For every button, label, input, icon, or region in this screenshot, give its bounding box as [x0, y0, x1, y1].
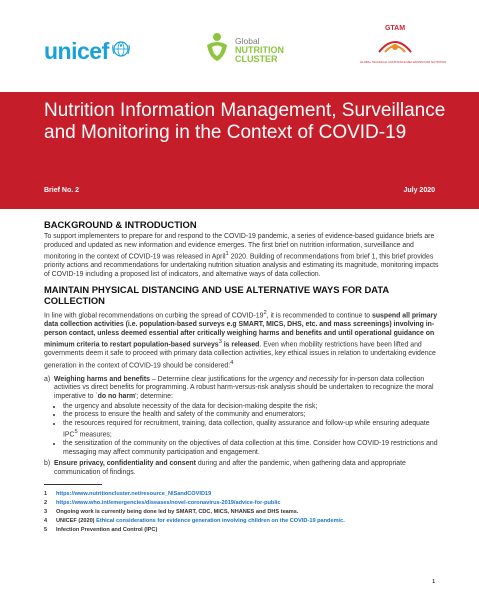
distancing-paragraph: In line with global recommendations on curbing the spread of COVID-$19^2$, it is recommended to continue to suspend all primary data collection activities (i.e. population-based surveys e.g SMART, MICS, DHS, etc. and mass screenings) involving in-person contact, unless deemed essential after critically weighing harms and benefits and until operational guidance on minimum criteria to restart population-based surveys$^3$ is released. Even when mobility restrictions have been lifted and governments deem it safe to proceed with primary data collection activities, key ethical issues in relation to undertaking evidence generation in the context of COVID-19 should be considered:$^4$ [44, 310, 438, 370]
bullet-list [54, 403, 444, 458]
gtam-logo [360, 25, 447, 64]
footnote-divider [44, 484, 102, 485]
footnote-link[interactable]: https://www.who.int/emergencies/diseases/novel-coronavirus-2019/advice-for-public [56, 499, 281, 506]
bullet-item: • the urgency and absolute necessity of the data for decision-making despite the risk; [63, 403, 444, 412]
gtam-wordmark: GTAM [384, 25, 406, 32]
brief-date: July 2020 [403, 187, 435, 194]
section-heading-background: BACKGROUND & INTRODUCTION [44, 219, 197, 230]
unicef-logo [44, 38, 131, 65]
brief-number: Brief No. 2 [44, 187, 80, 194]
unicef-wordmark: unicef [44, 38, 109, 64]
bullet-item: • the sensitization of the community on the objectives of data collection at this time. Consider how COVID-19 restrictions and messaging may affect community participation and engagement. [63, 440, 444, 457]
logo-bar [0, 0, 479, 92]
ethical-considerations-list [44, 376, 444, 478]
footnote: 5 Infection Prevention and Control (IPC) [44, 526, 158, 533]
gnc-emblem-icon [203, 31, 231, 70]
title-banner [0, 92, 479, 209]
bullet-item: • the process to ensure the health and safety of the community and enumerators; [63, 411, 444, 420]
gnc-line-3: CLUSTER [235, 54, 278, 64]
gtam-subtitle: GLOBAL TECHNICAL ASSISTANCE MECHANISM FOR NUTRITION [360, 60, 447, 64]
footnote: 4 UNICEF (2020) Ethical considerations for evidence generation involving children on the COVID-19 pandemic. [44, 517, 345, 524]
un-globe-icon [111, 39, 131, 64]
section-heading-distancing: MAINTAIN PHYSICAL DISTANCING AND USE ALTERNATIVE WAYS FOR DATA COLLECTION [44, 284, 389, 307]
footnote-link[interactable]: Ethical considerations for evidence generation involving children on the COVID-19 pandemic. [96, 517, 345, 524]
gnc-line-2: NUTRITION [235, 45, 284, 55]
list-item: a) Weighing harms and benefits – Determine clear justifications for the urgency and necessity for in-person data collection activities vs direct benefits for programming. A robust harm-versus-risk analysis should be undertaken to recognize the moral imperative to `do no harm'; determine: • the urgency and absolute necessity of the data for decision-making despite the risk; • the process to ensure the health and safety of the community and enumerators; • the resources required for recruitment, training, data collection, quality assurance and follow-up while ensuring adequate IPC$^5$ measures; • the sensitization of the community on the objectives of data collection at this time. Consider how COVID-19 restrictions and messaging may affect community participation and engagement. [44, 376, 444, 458]
list-item: b) Ensure privacy, confidentiality and consent during and after the pandemic, when gathering data and appropriate communication of findings. [44, 460, 406, 476]
gnc-line-1: Global [235, 36, 260, 46]
gtam-emblem-icon [375, 41, 415, 58]
footnote: 1 https://www.nutritioncluster.net/resource_NISandCOVID19 [44, 490, 212, 497]
footnote: 2 https://www.who.int/emergencies/diseases/novel-coronavirus-2019/advice-for-public [44, 499, 281, 506]
gnc-logo [203, 31, 284, 70]
footnote-link[interactable]: https://www.nutritioncluster.net/resource_NISandCOVID19 [56, 490, 212, 497]
background-paragraph: To support implementers to prepare for and respond to the COVID-19 pandemic, a series of evidence-based guidance briefs are produced and updated as new information and evidence emerges. The first brief on nutrition information, surveillance and monitoring in the context of COVID-19 was released in April$^1$ 2020. Building of recommendations from brief 1, this brief provides priority actions and recommendations for undertaking nutrition situation analysis and estimating its magnitude, monitoring impacts of COVID-19 including a proposed list of indicators, and alternative ways of data collection. [44, 233, 439, 278]
bullet-item: • the resources required for recruitment, training, data collection, quality assurance and follow-up while ensuring adequate IPC$^5$ measures; [63, 420, 444, 440]
document-body [44, 219, 444, 535]
document-title: Nutrition Information Management, Surveillance and Monitoring in the Context of COVID-19 [44, 100, 446, 143]
footnote: 3 Ongoing work is currently being done led by SMART, CDC, MICS, NHANES and DHS teams. [44, 508, 299, 515]
page-number: 1 [432, 579, 435, 585]
